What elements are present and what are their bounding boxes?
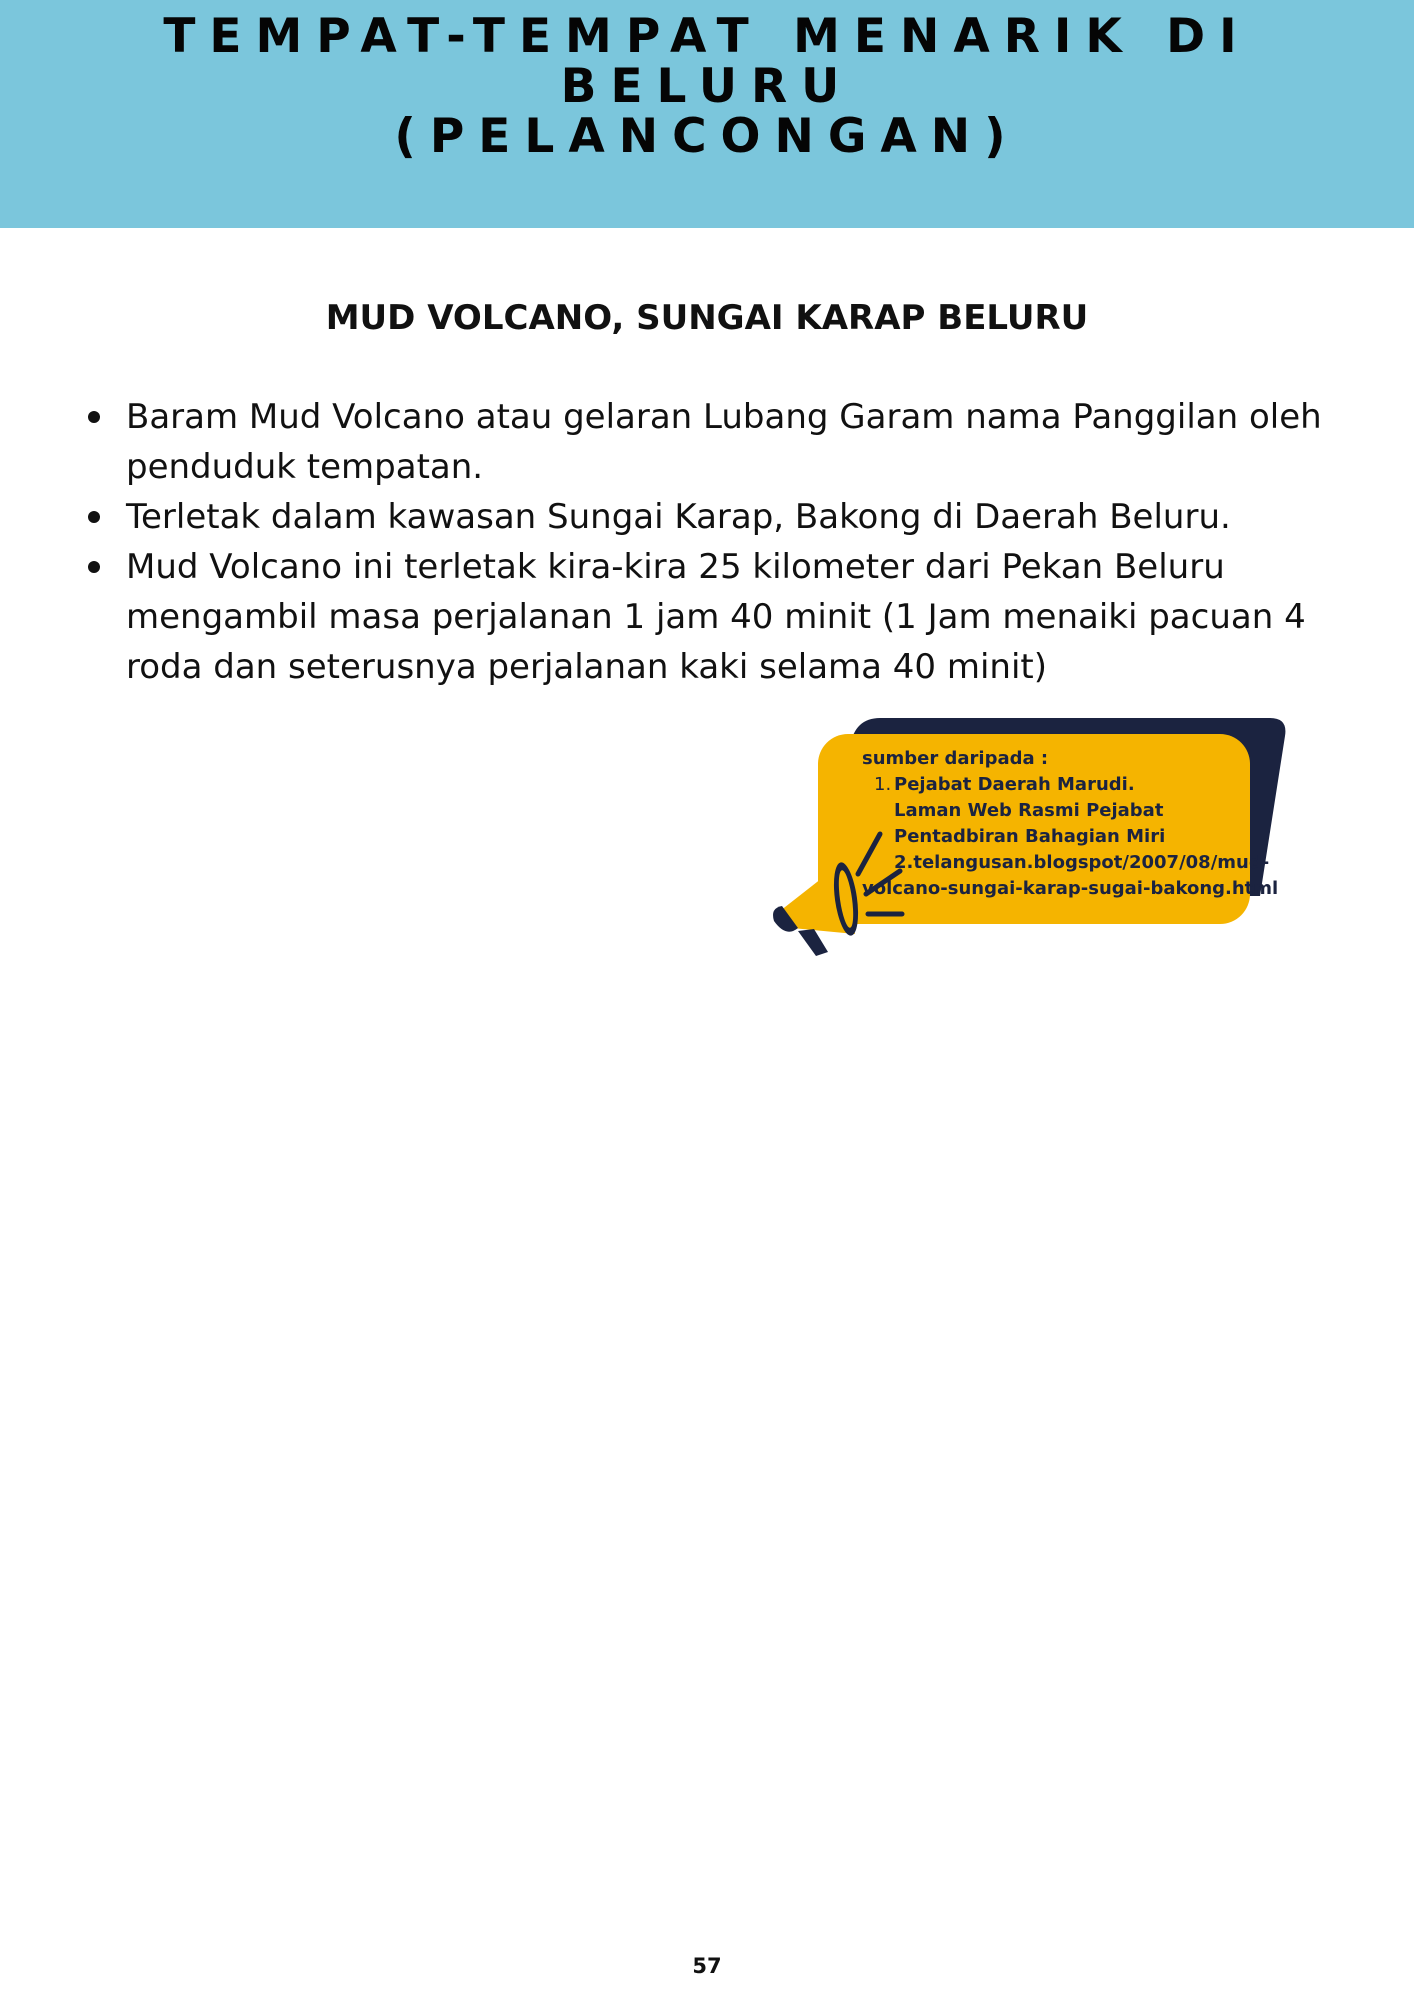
bullet-dot [88, 561, 100, 573]
list-item-text: Baram Mud Volcano atau gelaran Lubang Garam nama Panggilan oleh penduduk tempatan. [126, 397, 1322, 487]
bullet-list [126, 392, 1336, 692]
source-item-2-line-1: 2.telangusan.blogspot/2007/08/mud- [894, 852, 1270, 873]
list-item [126, 492, 1336, 542]
source-item-1-line-1: Pejabat Daerah Marudi. [894, 774, 1135, 795]
source-callout [770, 716, 1290, 966]
bullet-dot [88, 511, 100, 523]
list-item [126, 542, 1336, 692]
source-item-1-line-2: Laman Web Rasmi Pejabat [894, 800, 1164, 821]
page-number: 57 [692, 1954, 722, 1978]
source-item-number: 1. [874, 774, 892, 795]
list-item-text: Mud Volcano ini terletak kira-kira 25 kilometer dari Pekan Beluru mengambil masa perjalanan 1 jam 40 minit (1 Jam menaiki pacuan 4 roda dan seterusnya perjalanan kaki selama 40 minit) [126, 547, 1306, 687]
bullet-dot [88, 411, 100, 423]
list-item [126, 392, 1336, 492]
source-item-1 [862, 772, 1282, 798]
section-heading: MUD VOLCANO, SUNGAI KARAP BELURU [325, 298, 1089, 338]
source-text [862, 746, 1282, 902]
page-title-line-3: (PELANCONGAN) [394, 109, 1020, 164]
source-item-1-line-3: Pentadbiran Bahagian Miri [894, 826, 1166, 847]
page-title-line-1: TEMPAT-TEMPAT MENARIK DI [163, 9, 1251, 64]
page-title [0, 9, 1414, 164]
page-title-line-2: BELURU [560, 59, 854, 114]
list-item-text: Terletak dalam kawasan Sungai Karap, Bakong di Daerah Beluru. [126, 497, 1231, 537]
source-item-2-line-2: volcano-sungai-karap-sugai-bakong.html [862, 878, 1279, 899]
source-title: sumber daripada : [862, 748, 1049, 769]
